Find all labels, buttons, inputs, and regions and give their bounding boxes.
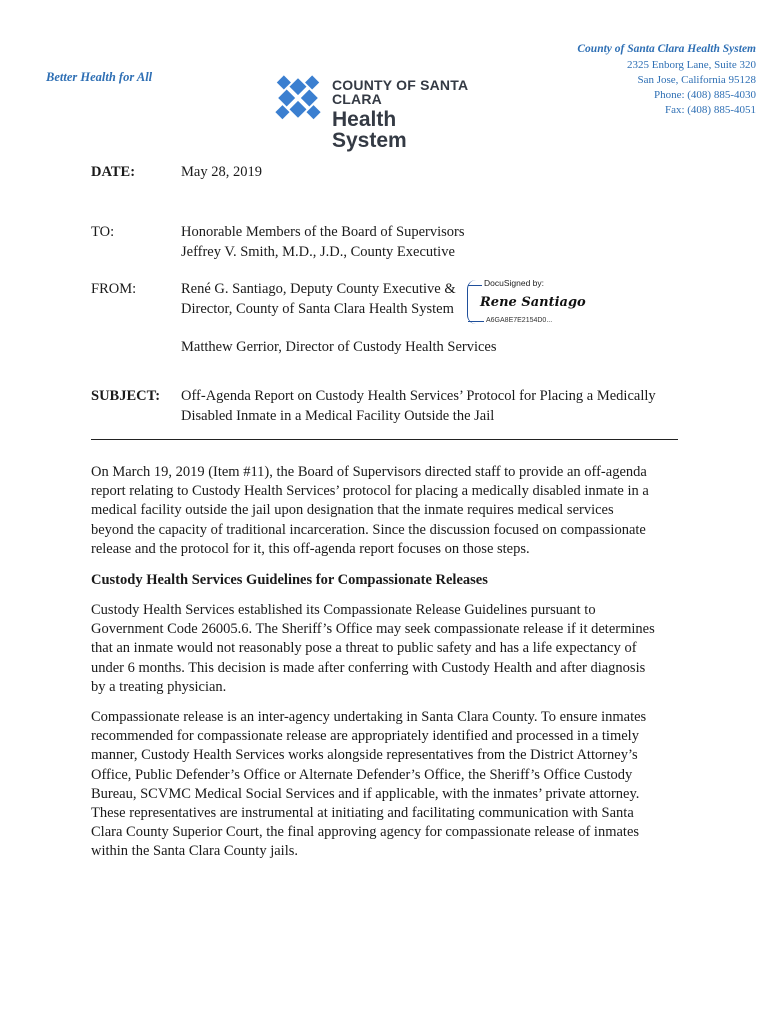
- diamond-logo-icon: [270, 70, 326, 126]
- logo-wordmark: [332, 78, 470, 151]
- paragraph-line: On March 19, 2019 (Item #11), the Board of Supervisors directed staff to provide an off-agenda: [91, 464, 647, 480]
- section-heading: Custody Health Services Guidelines for Compassionate Releases: [91, 572, 488, 588]
- date-label: DATE:: [91, 164, 136, 180]
- paragraph-line: recommended for compassionate release are appropriately identified and processed in a timely: [91, 728, 639, 745]
- paragraph-line: by a treating physician.: [91, 678, 227, 695]
- from-sender-2-text: Matthew Gerrior, Director of Custody Health Services: [181, 339, 497, 355]
- paragraph-line: Custody Health Services established its Compassionate Release Guidelines pursuant to: [91, 602, 596, 618]
- address-line-1: 2325 Enborg Lane, Suite 320: [626, 59, 756, 71]
- signature-bracket-bottom: [468, 321, 484, 322]
- to-label: TO:: [91, 224, 115, 240]
- organization-address-block: [577, 42, 756, 118]
- phone-number: Phone: (408) 885-4030: [653, 89, 756, 101]
- subject-text: [181, 386, 691, 426]
- from-sender-1-line-1: René G. Santiago, Deputy County Executive &: [181, 281, 456, 297]
- to-recipient-2: Jeffrey V. Smith, M.D., J.D., County Executive: [181, 244, 455, 260]
- paragraph-line: Government Code 26005.6. The Sheriff’s Office may seek compassionate release if it determines: [91, 621, 655, 638]
- paragraph-line: under 6 months. This decision is made after conferring with Custody Health and after diagnosis: [91, 659, 646, 676]
- signature-header: DocuSigned by:: [484, 278, 545, 288]
- letterhead-tagline: Better Health for All: [46, 70, 153, 84]
- address-line-2: San Jose, California 95128: [637, 74, 756, 86]
- from-senders: [181, 279, 691, 319]
- from-label: FROM:: [91, 281, 137, 297]
- paragraph-line: beyond the capacity of traditional incarceration. Since the discussion focused on compassionate: [91, 521, 646, 538]
- paragraph-line: manner, Custody Health Services works alongside representatives from the District Attorney’s: [91, 747, 638, 764]
- paragraph-line: These representatives are instrumental at initiating and facilitating communication with Santa: [91, 805, 634, 822]
- paragraph-line: release and the protocol for it, this off-agenda report focuses on those steps.: [91, 540, 530, 557]
- to-recipient-1: Honorable Members of the Board of Supervisors: [181, 224, 465, 240]
- paragraph-line: Office, Public Defender’s Office or Alternate Defender’s Office, the Sheriff’s Office Custody: [91, 766, 633, 783]
- paragraph-line: report relating to Custody Health Services’ protocol for placing a medically disabled inmate in a: [91, 483, 649, 500]
- organization-name: County of Santa Clara Health System: [577, 43, 756, 55]
- fax-number: Fax: (408) 885-4051: [664, 104, 756, 116]
- paragraph-line: Bureau, SCVMC Medical Social Services and if applicable, with the inmates’ private attorney.: [91, 785, 640, 802]
- date-value-text: May 28, 2019: [181, 164, 262, 180]
- header-divider: [91, 439, 678, 440]
- from-sender-2: [181, 337, 691, 357]
- from-sender-1-line-2: Director, County of Santa Clara Health System: [181, 301, 454, 317]
- county-logo: [270, 70, 470, 152]
- subject-line-1: Off-Agenda Report on Custody Health Services’ Protocol for Placing a Medically: [181, 388, 656, 404]
- date-value: [181, 162, 691, 182]
- signature-bracket-top: [468, 285, 482, 286]
- paragraph-line: Compassionate release is an inter-agency undertaking in Santa Clara County. To ensure inmates: [91, 709, 647, 725]
- body-paragraph-3: [91, 708, 691, 862]
- body-paragraph-1: [91, 463, 691, 559]
- to-recipients: [181, 222, 691, 262]
- subject-line-2: Disabled Inmate in a Medical Facility Outside the Jail: [181, 408, 495, 424]
- paragraph-line: Clara County Superior Court, the final approving agency for compassionate release of inmates: [91, 824, 640, 841]
- logo-line-health-system: Health System: [332, 108, 407, 152]
- signature-id: A6GA8E7E2154D0...: [486, 317, 553, 324]
- paragraph-line: that an inmate would not reasonably pose a threat to public safety and has a life expectancy of: [91, 640, 637, 657]
- paragraph-line: within the Santa Clara County jails.: [91, 843, 299, 860]
- paragraph-line: medical facility outside the jail upon designation that the inmate requires medical services: [91, 502, 614, 519]
- subject-label: SUBJECT:: [91, 388, 161, 404]
- body-paragraph-2: [91, 601, 691, 697]
- docusign-signature: [467, 278, 586, 324]
- logo-line-county: COUNTY OF SANTA CLARA: [332, 77, 468, 107]
- signature-name: Rene Santiago: [480, 295, 586, 310]
